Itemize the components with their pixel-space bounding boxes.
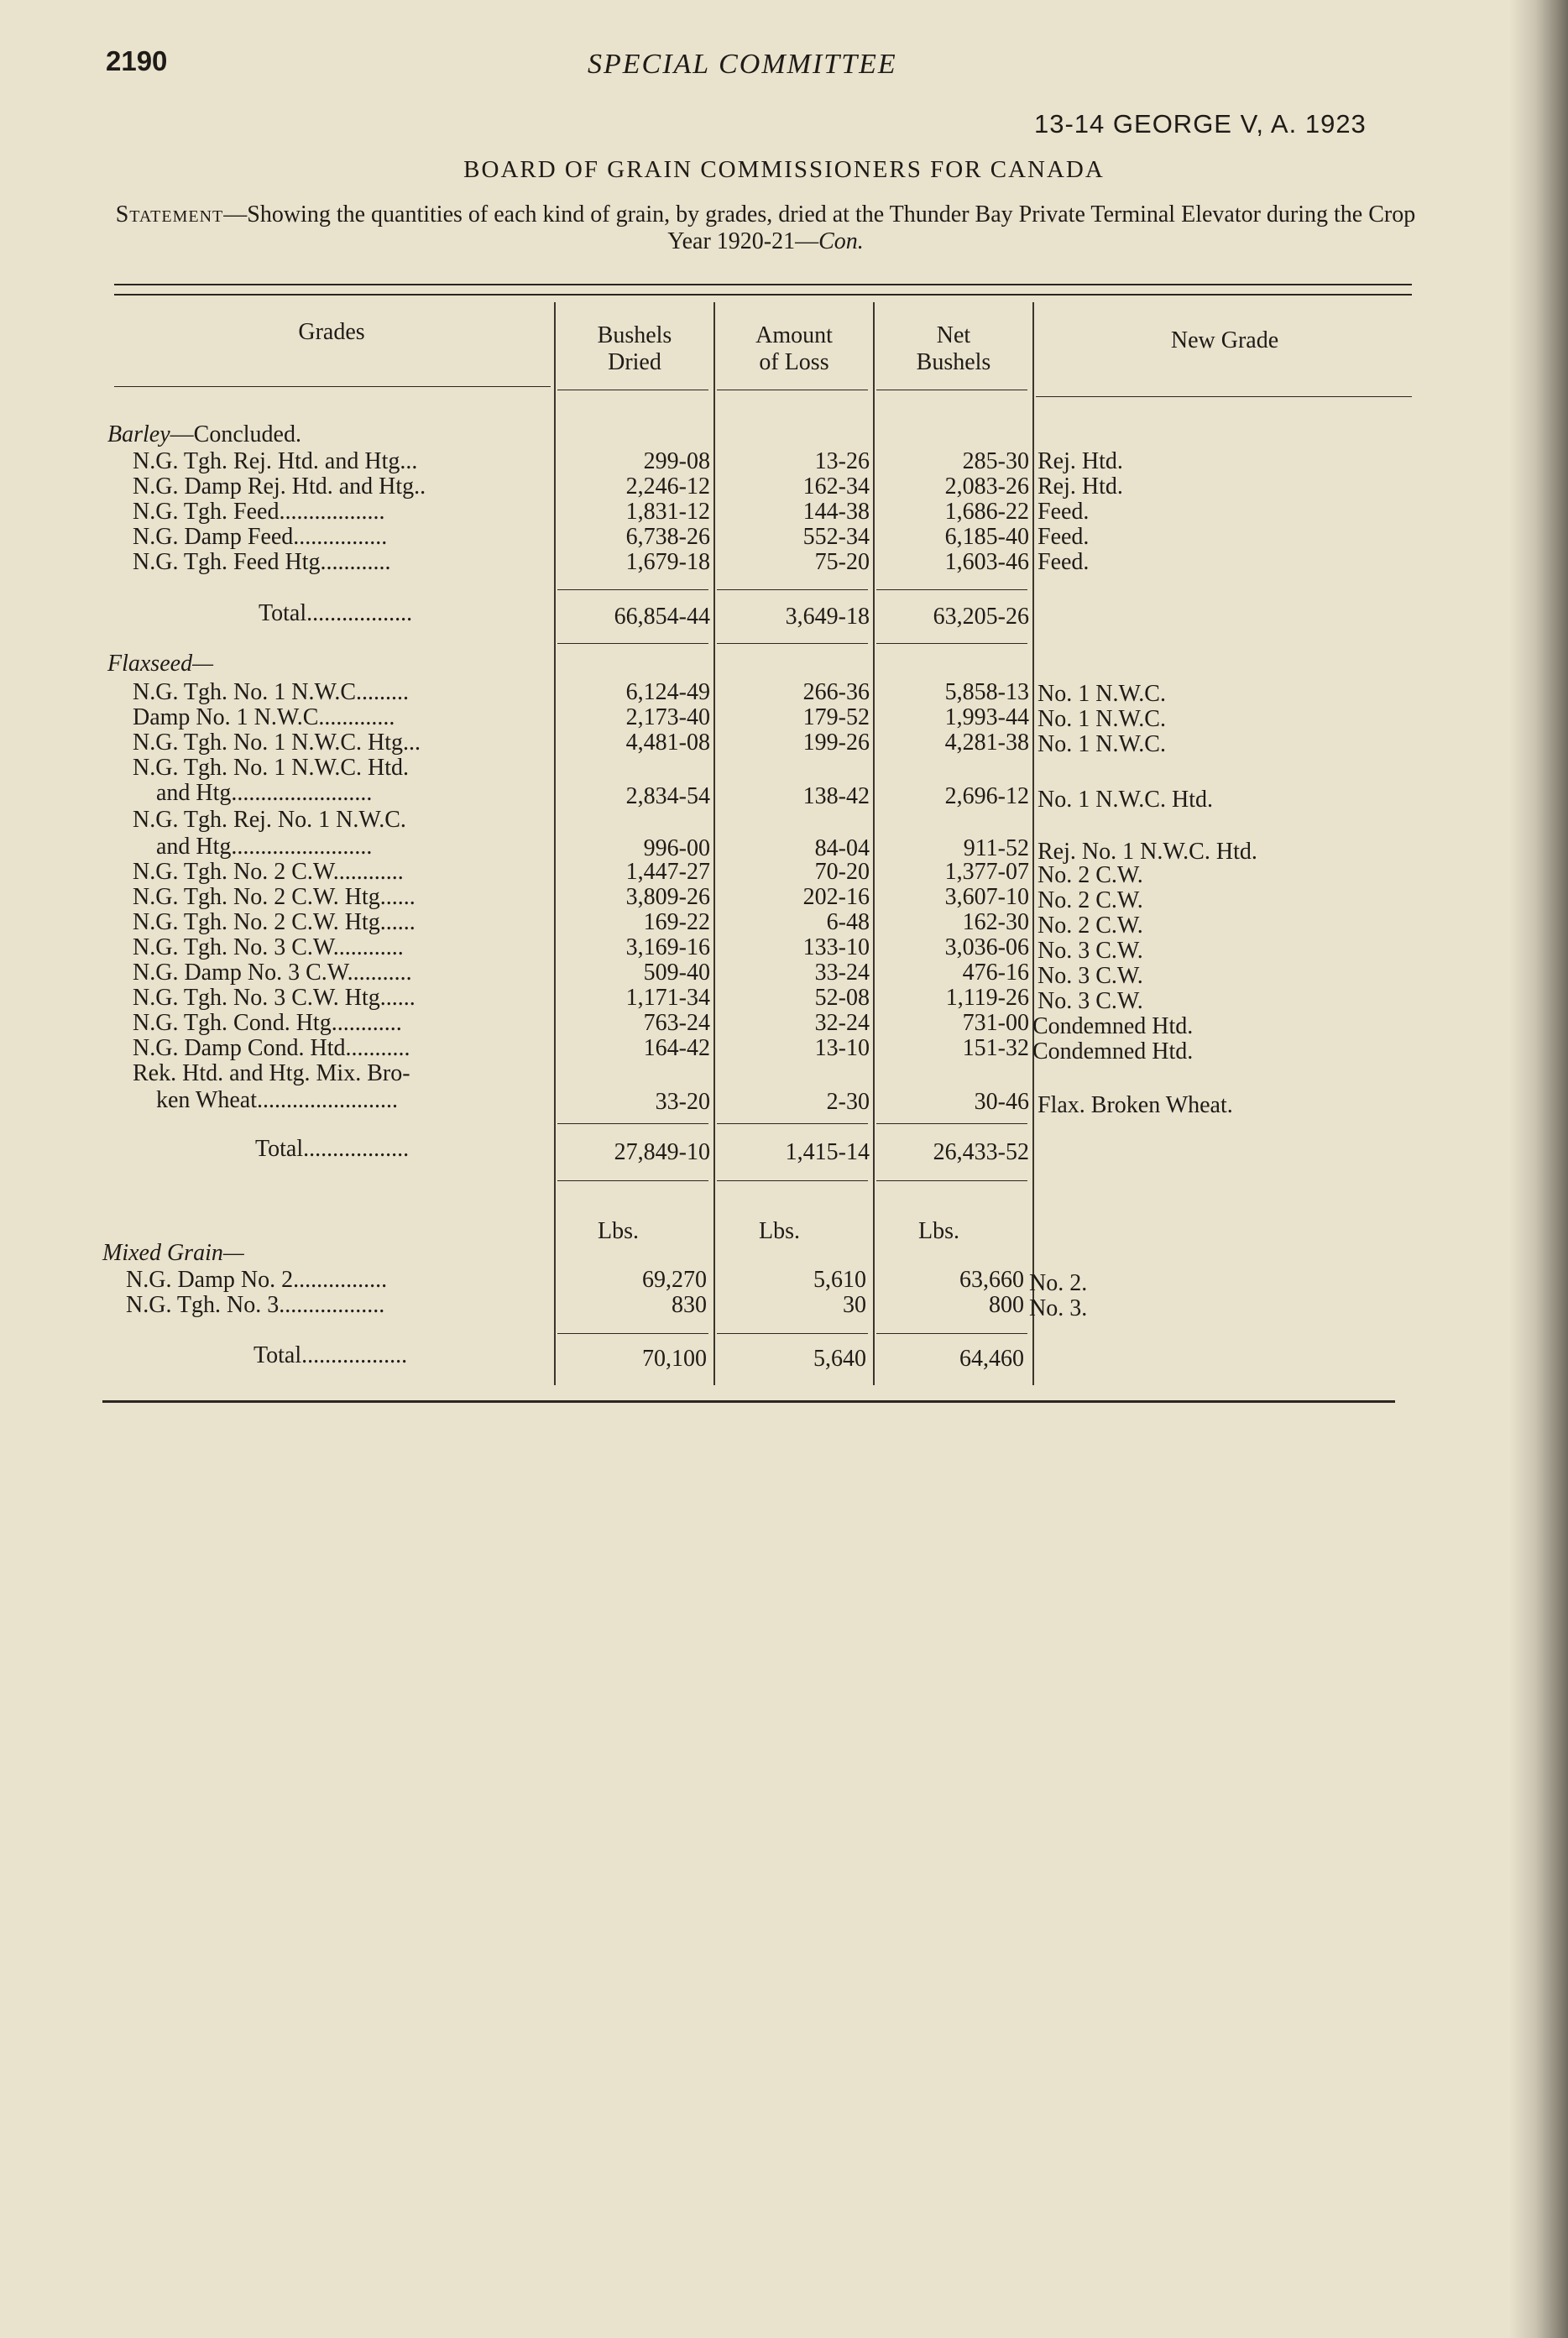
amount-of-loss: 5,610 (813, 1267, 866, 1293)
grade-label: N.G. Tgh. Feed.................. (133, 499, 385, 525)
grade-label: N.G. Damp No. 2................ (126, 1267, 388, 1293)
statement-caption (111, 201, 1420, 255)
grade-label: N.G. Tgh. Cond. Htg............ (133, 1010, 402, 1036)
total-rule (557, 1180, 708, 1181)
net-bushels: 151-32 (962, 1035, 1029, 1061)
new-grade: Feed. (1037, 524, 1090, 550)
net-bushels: 162-30 (962, 909, 1029, 935)
header-bushels-dried-line1: Bushels (597, 322, 672, 348)
bushels-dried: 1,447-27 (625, 859, 710, 885)
grade-label: N.G. Tgh. No. 1 N.W.C. Htd. (133, 755, 410, 781)
table-top-rule (114, 284, 1412, 285)
subtotal-rule (557, 1123, 708, 1124)
total-amount-of-loss: 5,640 (813, 1346, 866, 1372)
header-underline (114, 386, 551, 387)
total-label: Total.................. (253, 1342, 408, 1368)
bushels-dried: 4,481-08 (625, 730, 710, 756)
subtotal-rule (557, 589, 708, 590)
new-grade: Feed. (1037, 549, 1090, 575)
unit-lbs-loss: Lbs. (759, 1218, 800, 1244)
barley-heading-suffix: —Concluded. (170, 421, 301, 447)
bushels-dried: 2,246-12 (625, 473, 710, 500)
amount-of-loss: 75-20 (814, 549, 870, 575)
new-grade: No. 2. (1029, 1270, 1088, 1296)
amount-of-loss: 84-04 (814, 835, 870, 861)
bushels-dried: 169-22 (643, 909, 710, 935)
grade-label: N.G. Tgh. No. 3 C.W. Htg...... (133, 985, 416, 1011)
header-bushels-dried (556, 322, 713, 376)
new-grade: No. 2 C.W. (1037, 913, 1143, 939)
table-top-rule-2 (114, 294, 1412, 296)
column-separator (1032, 302, 1034, 1385)
grade-label: N.G. Tgh. No. 1 N.W.C. Htg... (133, 730, 421, 756)
amount-of-loss: 266-36 (802, 679, 870, 705)
header-amount-line1: Amount (755, 322, 833, 348)
subtotal-rule (717, 589, 868, 590)
new-grade: Rej. Htd. (1037, 448, 1123, 474)
grade-label-continued: and Htg........................ (156, 780, 373, 806)
header-net-line2: Bushels (916, 349, 991, 375)
unit-lbs-net: Lbs. (918, 1218, 959, 1244)
new-grade: No. 1 N.W.C. Htd. (1037, 787, 1213, 813)
amount-of-loss: 552-34 (802, 524, 870, 550)
total-rule (876, 643, 1027, 644)
total-bushels-dried: 66,854-44 (614, 604, 710, 630)
grade-label: Damp No. 1 N.W.C............. (133, 704, 395, 730)
total-net-bushels: 63,205-26 (933, 604, 1029, 630)
header-net-line1: Net (936, 322, 971, 348)
net-bushels: 30-46 (974, 1089, 1029, 1115)
grade-label: N.G. Damp Feed................ (133, 524, 388, 550)
statement-label: Statement (115, 201, 224, 228)
flaxseed-heading: Flaxseed— (107, 651, 213, 677)
amount-of-loss: 144-38 (802, 499, 870, 525)
bushels-dried: 830 (672, 1292, 707, 1318)
total-rule (717, 643, 868, 644)
bushels-dried: 33-20 (655, 1089, 710, 1115)
new-grade: Feed. (1037, 499, 1090, 525)
net-bushels: 911-52 (963, 835, 1029, 861)
net-bushels: 6,185-40 (944, 524, 1029, 550)
grade-label: N.G. Tgh. No. 3.................. (126, 1292, 385, 1318)
grade-label: N.G. Tgh. No. 2 C.W. Htg...... (133, 909, 416, 935)
section-heading-barley (107, 422, 301, 447)
new-grade: Rej. Htd. (1037, 473, 1123, 500)
net-bushels: 4,281-38 (944, 730, 1029, 756)
bushels-dried: 6,738-26 (625, 524, 710, 550)
total-net-bushels: 26,433-52 (933, 1139, 1029, 1165)
net-bushels: 63,660 (959, 1267, 1024, 1293)
net-bushels: 2,083-26 (944, 473, 1029, 500)
amount-of-loss: 202-16 (802, 884, 870, 910)
total-bushels-dried: 27,849-10 (614, 1139, 710, 1165)
grade-label: N.G. Damp Rej. Htd. and Htg.. (133, 473, 426, 500)
amount-of-loss: 179-52 (802, 704, 870, 730)
section-heading-mixed-grain (102, 1241, 244, 1266)
bushels-dried: 996-00 (643, 835, 710, 861)
amount-of-loss: 133-10 (802, 934, 870, 960)
grade-label: N.G. Tgh. No. 1 N.W.C......... (133, 679, 410, 705)
grade-label-continued: ken Wheat........................ (156, 1087, 398, 1113)
amount-of-loss: 32-24 (814, 1010, 870, 1036)
unit-lbs-dried: Lbs. (598, 1218, 639, 1244)
subtotal-rule (717, 1333, 868, 1334)
header-grades: Grades (298, 319, 365, 345)
header-amount-line2: of Loss (759, 349, 829, 375)
subtotal-rule (876, 589, 1027, 590)
grade-label: N.G. Tgh. No. 2 C.W. Htg...... (133, 884, 416, 910)
bushels-dried: 1,831-12 (625, 499, 710, 525)
net-bushels: 1,377-07 (944, 859, 1029, 885)
bushels-dried: 763-24 (643, 1010, 710, 1036)
net-bushels: 1,603-46 (944, 549, 1029, 575)
bushels-dried: 509-40 (643, 960, 710, 986)
new-grade: No. 3. (1029, 1295, 1088, 1321)
amount-of-loss: 2-30 (826, 1089, 870, 1115)
header-new-grade: New Grade (1170, 327, 1279, 353)
book-spine-shadow (1509, 0, 1568, 2338)
new-grade: No. 1 N.W.C. (1037, 706, 1166, 732)
net-bushels: 3,607-10 (944, 884, 1029, 910)
total-amount-of-loss: 3,649-18 (785, 604, 870, 630)
page-number: 2190 (106, 45, 168, 76)
net-bushels: 2,696-12 (944, 783, 1029, 809)
bushels-dried: 69,270 (642, 1267, 707, 1293)
total-rule (717, 1180, 868, 1181)
grade-label: N.G. Damp Cond. Htd........... (133, 1035, 410, 1061)
header-bushels-dried-line2: Dried (608, 349, 661, 375)
new-grade: No. 2 C.W. (1037, 887, 1143, 913)
amount-of-loss: 52-08 (814, 985, 870, 1011)
header-amount-of-loss (715, 322, 873, 376)
net-bushels: 1,686-22 (944, 499, 1029, 525)
header-net-bushels (875, 322, 1032, 376)
bushels-dried: 299-08 (643, 448, 710, 474)
new-grade: No. 3 C.W. (1037, 988, 1143, 1014)
net-bushels: 1,119-26 (945, 985, 1029, 1011)
new-grade: No. 1 N.W.C. (1037, 681, 1166, 707)
statement-text: —Showing the quantities of each kind of grain, by grades, dried at the Thunder Bay Private Terminal Elevator during the Crop Year 1920-21— (223, 201, 1416, 254)
net-bushels: 3,036-06 (944, 934, 1029, 960)
new-grade: No. 2 C.W. (1037, 862, 1143, 888)
board-title: BOARD OF GRAIN COMMISSIONERS FOR CANADA (463, 156, 1105, 183)
amount-of-loss: 70-20 (814, 859, 870, 885)
bushels-dried: 3,169-16 (625, 934, 710, 960)
subtotal-rule (876, 1333, 1027, 1334)
total-amount-of-loss: 1,415-14 (785, 1139, 870, 1165)
new-grade: Condemned Htd. (1032, 1013, 1194, 1039)
amount-of-loss: 162-34 (802, 473, 870, 500)
bushels-dried: 1,171-34 (625, 985, 710, 1011)
total-net-bushels: 64,460 (959, 1346, 1024, 1372)
mixed-grain-heading: Mixed Grain— (102, 1240, 244, 1266)
net-bushels: 476-16 (962, 960, 1029, 986)
new-grade: No. 3 C.W. (1037, 938, 1143, 964)
total-rule (876, 1180, 1027, 1181)
total-label: Total.................. (255, 1136, 410, 1162)
amount-of-loss: 6-48 (826, 909, 870, 935)
net-bushels: 285-30 (962, 448, 1029, 474)
bushels-dried: 2,173-40 (625, 704, 710, 730)
bushels-dried: 3,809-26 (625, 884, 710, 910)
running-head: SPECIAL COMMITTEE (588, 49, 897, 80)
net-bushels: 1,993-44 (944, 704, 1029, 730)
amount-of-loss: 33-24 (814, 960, 870, 986)
new-grade: Flax. Broken Wheat. (1037, 1092, 1233, 1118)
total-bushels-dried: 70,100 (642, 1346, 707, 1372)
grade-label: N.G. Tgh. Feed Htg............ (133, 549, 391, 575)
table-bottom-rule (102, 1400, 1395, 1403)
net-bushels: 5,858-13 (944, 679, 1029, 705)
grade-label: N.G. Tgh. No. 2 C.W............ (133, 859, 404, 885)
bushels-dried: 2,834-54 (625, 783, 710, 809)
grade-label: Rek. Htd. and Htg. Mix. Bro- (133, 1060, 410, 1086)
new-grade: Condemned Htd. (1032, 1038, 1194, 1064)
amount-of-loss: 13-26 (814, 448, 870, 474)
grade-label: N.G. Tgh. No. 3 C.W............ (133, 934, 404, 960)
grade-label: N.G. Tgh. Rej. Htd. and Htg... (133, 448, 418, 474)
new-grade: No. 3 C.W. (1037, 963, 1143, 989)
bushels-dried: 6,124-49 (625, 679, 710, 705)
session-reference: 13-14 GEORGE V, A. 1923 (1034, 109, 1367, 139)
bushels-dried: 1,679-18 (625, 549, 710, 575)
amount-of-loss: 30 (843, 1292, 866, 1318)
statement-con: Con. (818, 228, 864, 254)
total-label: Total.................. (259, 600, 413, 626)
net-bushels: 731-00 (962, 1010, 1029, 1036)
subtotal-rule (557, 1333, 708, 1334)
section-heading-flaxseed (107, 651, 213, 677)
net-bushels: 800 (989, 1292, 1024, 1318)
new-grade: No. 1 N.W.C. (1037, 731, 1166, 757)
subtotal-rule (717, 1123, 868, 1124)
header-underline (1036, 396, 1412, 397)
grade-label: N.G. Tgh. Rej. No. 1 N.W.C. (133, 807, 406, 833)
amount-of-loss: 199-26 (802, 730, 870, 756)
amount-of-loss: 138-42 (802, 783, 870, 809)
total-rule (557, 643, 708, 644)
amount-of-loss: 13-10 (814, 1035, 870, 1061)
subtotal-rule (876, 1123, 1027, 1124)
barley-heading: Barley (107, 421, 170, 447)
bushels-dried: 164-42 (643, 1035, 710, 1061)
grade-label-continued: and Htg........................ (156, 834, 373, 860)
grade-label: N.G. Damp No. 3 C.W........... (133, 960, 412, 986)
new-grade: Rej. No. 1 N.W.C. Htd. (1037, 839, 1257, 865)
